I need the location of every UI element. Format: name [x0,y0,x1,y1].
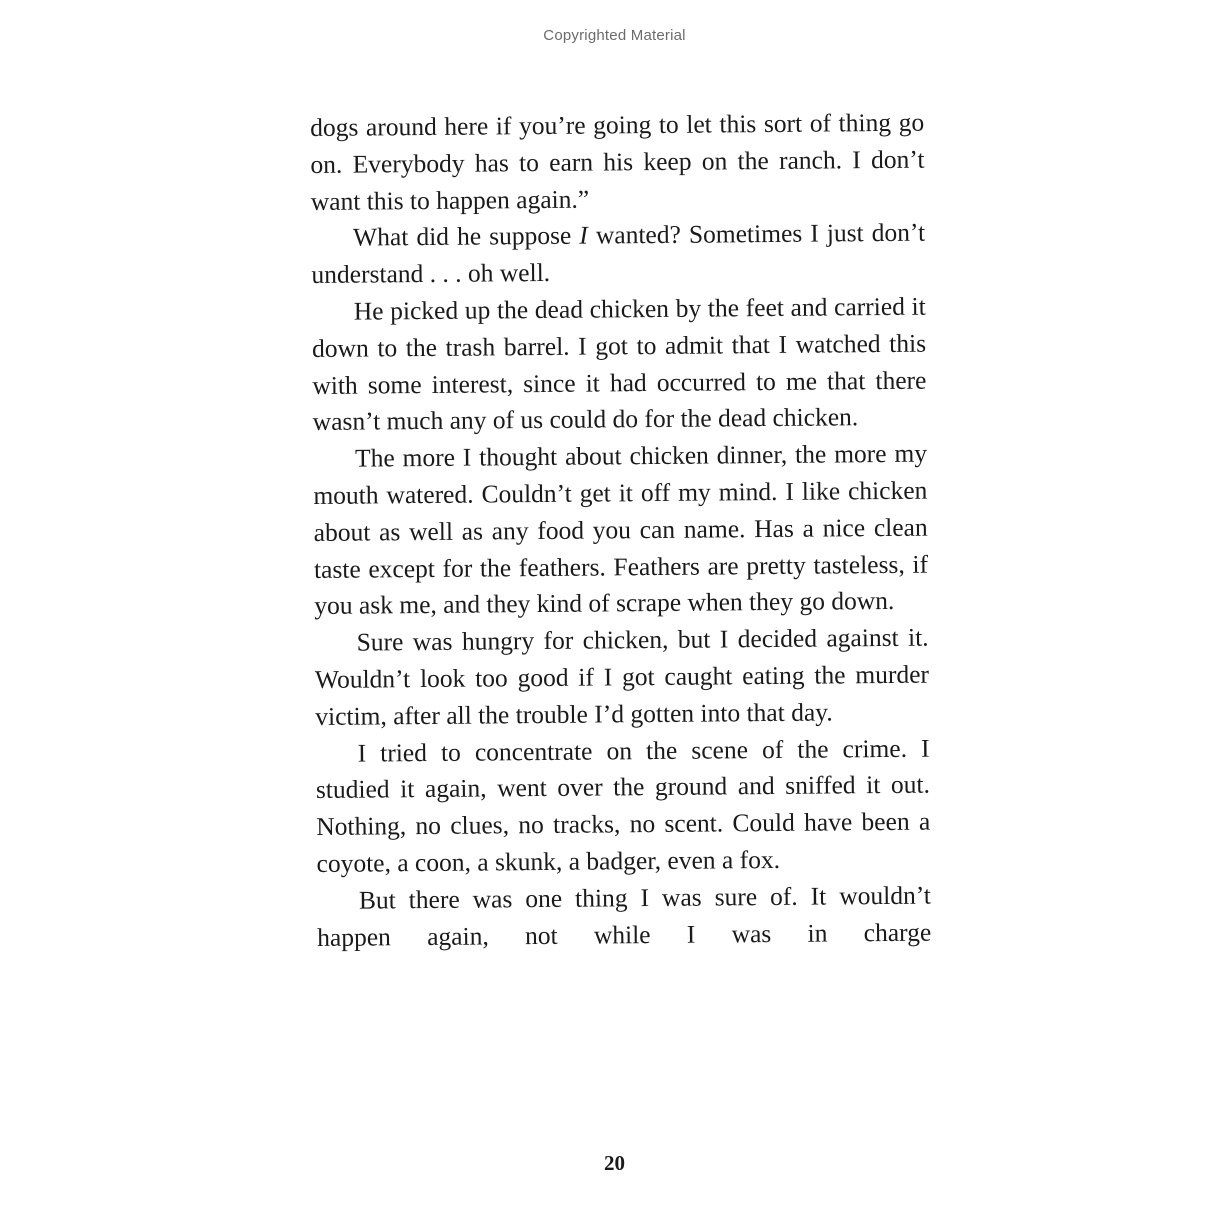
copyright-notice: Copyrighted Material [543,27,686,44]
paragraph-text: wanted? Sometimes I just don’t understand . . . oh well. [311,218,926,290]
paragraph [314,620,929,736]
paragraph [312,289,927,442]
paragraph-text: Sure was hungry for chicken, but I decided against it. Wouldn’t look too good if I got caught eating the murder victim, after all the trouble I’d gotten into that day. [314,622,930,731]
paragraph-text: He picked up the dead chicken by the feet and carried it down to the trash barrel. I got to admit that I watched this with some interest, since it had occurred to me that there wasn’t much any of us could do for the dead chicken. [311,291,927,437]
paragraph-text: What did he suppose [352,221,580,253]
paragraph-text: I tried to concentrate on the scene of the crime. I studied it again, went over the ground and sniffed it out. Nothing, no clues, no tracks, no scent. Could have been a coyote, a coon, a skunk, a badger, even a fox. [315,733,931,878]
paragraph [315,730,930,883]
page-number: 20 [604,1151,625,1175]
paragraph [310,105,925,221]
paragraph [317,877,932,956]
page-body [310,105,931,957]
paragraph [313,436,929,625]
paragraph-text: But there was one thing I was sure of. It wouldn’t happen again, not while I was in charge [317,880,932,952]
paragraph-text: The more I thought about chicken dinner, the more my mouth watered. Couldn’t get it off my mind. I like chicken about as well as any food you can name. Has a nice clean taste except for the feathers. Feathers are pretty tasteless, if you ask me, and they kind of scrape when they go down. [313,438,929,621]
paragraph [311,215,926,294]
emphasis-text: I [579,220,588,251]
paragraph-text: dogs around here if you’re going to let this sort of thing go on. Everybody has to earn his keep on the ranch. I don’t want this to happen again.” [310,107,925,216]
